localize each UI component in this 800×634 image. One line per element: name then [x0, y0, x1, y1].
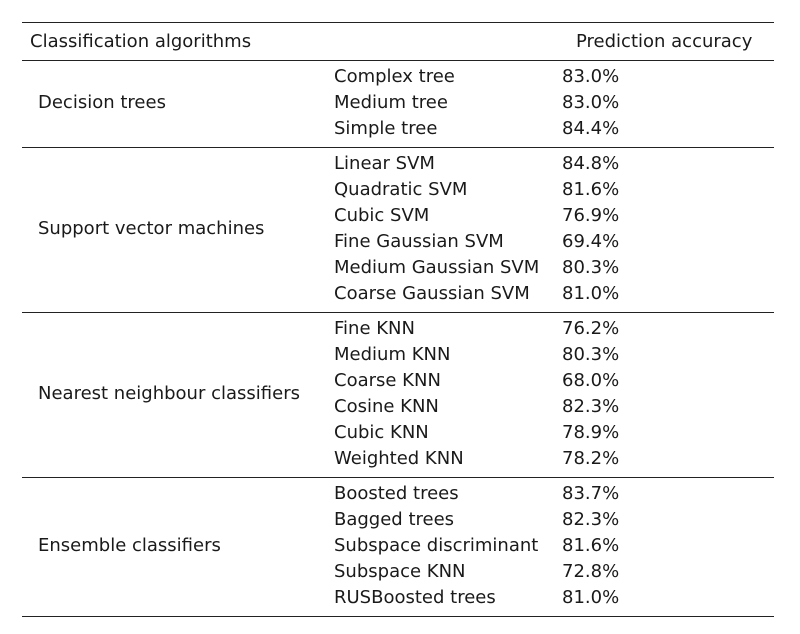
group-name: Ensemble classifiers: [38, 535, 221, 556]
table-group: [22, 148, 774, 312]
prediction-accuracy-value: 81.6%: [562, 535, 620, 556]
table-row: [22, 116, 774, 142]
prediction-accuracy-value: 84.8%: [562, 153, 620, 174]
table-row: [22, 507, 774, 533]
table-top-rule: [22, 22, 774, 23]
table-row: [22, 90, 774, 116]
algorithm-name: Complex tree: [334, 66, 455, 87]
table-row: [22, 255, 774, 281]
prediction-accuracy-value: 80.3%: [562, 257, 620, 278]
table-row: [22, 559, 774, 585]
algorithm-name: Cosine KNN: [334, 396, 439, 417]
prediction-accuracy-value: 83.0%: [562, 92, 620, 113]
algorithm-name: Weighted KNN: [334, 448, 464, 469]
algorithm-name: Quadratic SVM: [334, 179, 468, 200]
prediction-accuracy-value: 72.8%: [562, 561, 620, 582]
prediction-accuracy-value: 82.3%: [562, 396, 620, 417]
table-row: [22, 585, 774, 611]
table-group: [22, 61, 774, 147]
table-row: [22, 316, 774, 342]
algorithm-name: Fine Gaussian SVM: [334, 231, 504, 252]
algorithm-name: Linear SVM: [334, 153, 435, 174]
prediction-accuracy-value: 81.6%: [562, 179, 620, 200]
table-row: [22, 151, 774, 177]
table-row: [22, 420, 774, 446]
table-row: [22, 533, 774, 559]
prediction-accuracy-value: 81.0%: [562, 283, 620, 304]
algorithm-name: Cubic SVM: [334, 205, 430, 226]
group-name: Nearest neighbour classifiers: [38, 383, 300, 404]
table-row: [22, 203, 774, 229]
prediction-accuracy-value: 83.0%: [562, 66, 620, 87]
algorithm-name: Bagged trees: [334, 509, 455, 530]
algorithm-name: RUSBoosted trees: [334, 587, 496, 608]
algorithm-name: Coarse KNN: [334, 370, 441, 391]
table-row: [22, 481, 774, 507]
algorithm-name: Simple tree: [334, 118, 438, 139]
header-prediction-accuracy: Prediction accuracy: [576, 31, 753, 52]
prediction-accuracy-value: 80.3%: [562, 344, 620, 365]
algorithm-name: Cubic KNN: [334, 422, 429, 443]
prediction-accuracy-value: 76.9%: [562, 205, 620, 226]
algorithm-name: Subspace discriminant: [334, 535, 539, 556]
prediction-accuracy-value: 84.4%: [562, 118, 620, 139]
prediction-accuracy-value: 76.2%: [562, 318, 620, 339]
header-classification-algorithms: Classification algorithms: [30, 31, 252, 52]
prediction-accuracy-value: 78.9%: [562, 422, 620, 443]
table-row: [22, 64, 774, 90]
algorithm-name: Coarse Gaussian SVM: [334, 283, 530, 304]
table-group: [22, 313, 774, 477]
table-row: [22, 446, 774, 472]
prediction-accuracy-value: 83.7%: [562, 483, 620, 504]
group-name: Support vector machines: [38, 218, 265, 239]
table-row: [22, 281, 774, 307]
prediction-accuracy-value: 81.0%: [562, 587, 620, 608]
algorithm-name: Fine KNN: [334, 318, 415, 339]
algorithm-name: Medium Gaussian SVM: [334, 257, 540, 278]
prediction-accuracy-value: 69.4%: [562, 231, 620, 252]
algorithm-name: Boosted trees: [334, 483, 459, 504]
table-row: [22, 368, 774, 394]
group-name: Decision trees: [38, 92, 166, 113]
algorithm-name: Medium tree: [334, 92, 448, 113]
table-row: [22, 229, 774, 255]
prediction-accuracy-value: 82.3%: [562, 509, 620, 530]
prediction-accuracy-value: 68.0%: [562, 370, 620, 391]
table-row: [22, 394, 774, 420]
prediction-accuracy-value: 78.2%: [562, 448, 620, 469]
table-bottom-rule: [22, 616, 774, 617]
algorithm-name: Subspace KNN: [334, 561, 466, 582]
table-row: [22, 177, 774, 203]
algorithm-name: Medium KNN: [334, 344, 451, 365]
table-group: [22, 478, 774, 616]
table-row: [22, 342, 774, 368]
